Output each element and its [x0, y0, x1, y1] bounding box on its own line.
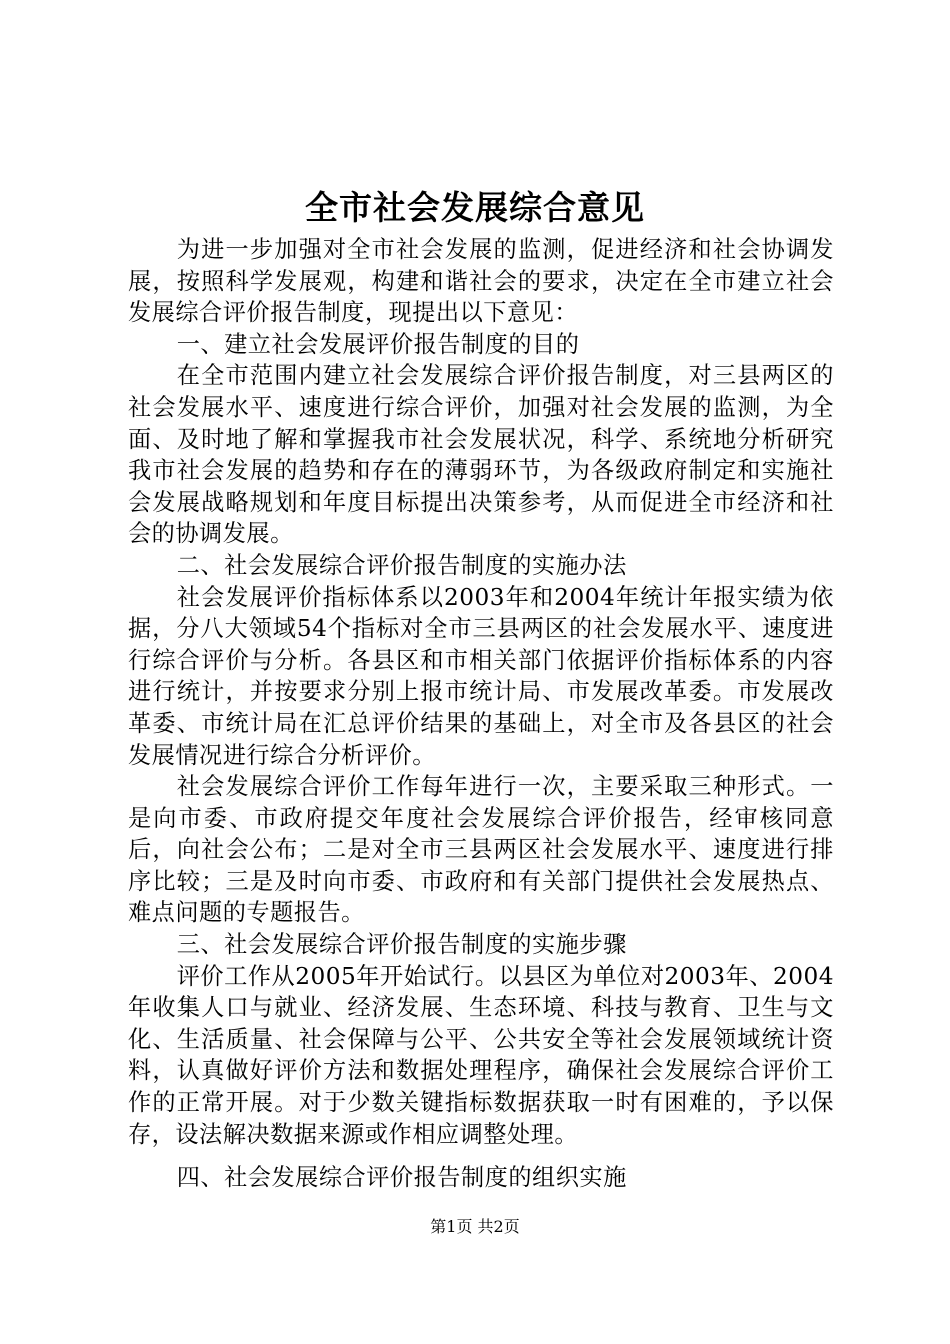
paragraph-method: 社会发展评价指标体系以2003年和2004年统计年报实绩为依据，分八大领域54个指标对全市三县两区的社会发展水平、速度进行综合评价与分析。各县区和市相关部门依据评价指标体系的内容进行统计，并按要求分别上报市统计局、市发展改革委。市发展改革委、市统计局在汇总评价结果的基础上，对全市及各县区的社会发展情况进行综合分析评价。: [128, 583, 834, 769]
page-footer: 第1页 共2页: [430, 1217, 520, 1236]
section-heading-1: 一、建立社会发展评价报告制度的目的: [176, 330, 580, 358]
document-body: [128, 234, 834, 1194]
section-heading-3: 三、社会发展综合评价报告制度的实施步骤: [176, 931, 627, 959]
document-title: 全市社会发展综合意见: [305, 188, 645, 227]
paragraph-purpose: 在全市范围内建立社会发展综合评价报告制度，对三县两区的社会发展水平、速度进行综合评价，加强对社会发展的监测，为全面、及时地了解和掌握我市社会发展状况，科学、系统地分析研究我市社会发展的趋势和存在的薄弱环节，为各级政府制定和实施社会发展战略规划和年度目标提出决策参考，从而促进全市经济和社会的协调发展。: [128, 362, 834, 548]
section-heading-4: 四、社会发展综合评价报告制度的组织实施: [176, 1164, 627, 1192]
paragraph-intro: 为进一步加强对全市社会发展的监测，促进经济和社会协调发展，按照科学发展观，构建和谐社会的要求，决定在全市建立社会发展综合评价报告制度，现提出以下意见：: [128, 236, 834, 327]
section-heading-2: 二、社会发展综合评价报告制度的实施办法: [176, 551, 627, 579]
paragraph-forms: 社会发展综合评价工作每年进行一次，主要采取三种形式。一是向市委、市政府提交年度社会发展综合评价报告，经审核同意后，向社会公布；二是对全市三县两区社会发展水平、速度进行排序比较；三是及时向市委、市政府和有关部门提供社会发展热点、难点问题的专题报告。: [128, 773, 834, 927]
paragraph-steps: 评价工作从2005年开始试行。以县区为单位对2003年、2004年收集人口与就业、经济发展、生态环境、科技与教育、卫生与文化、生活质量、社会保障与公平、公共安全等社会发展领域统计资料，认真做好评价方法和数据处理程序，确保社会发展综合评价工作的正常开展。对于少数关键指标数据获取一时有困难的，予以保存，设法解决数据来源或作相应调整处理。: [128, 962, 834, 1148]
